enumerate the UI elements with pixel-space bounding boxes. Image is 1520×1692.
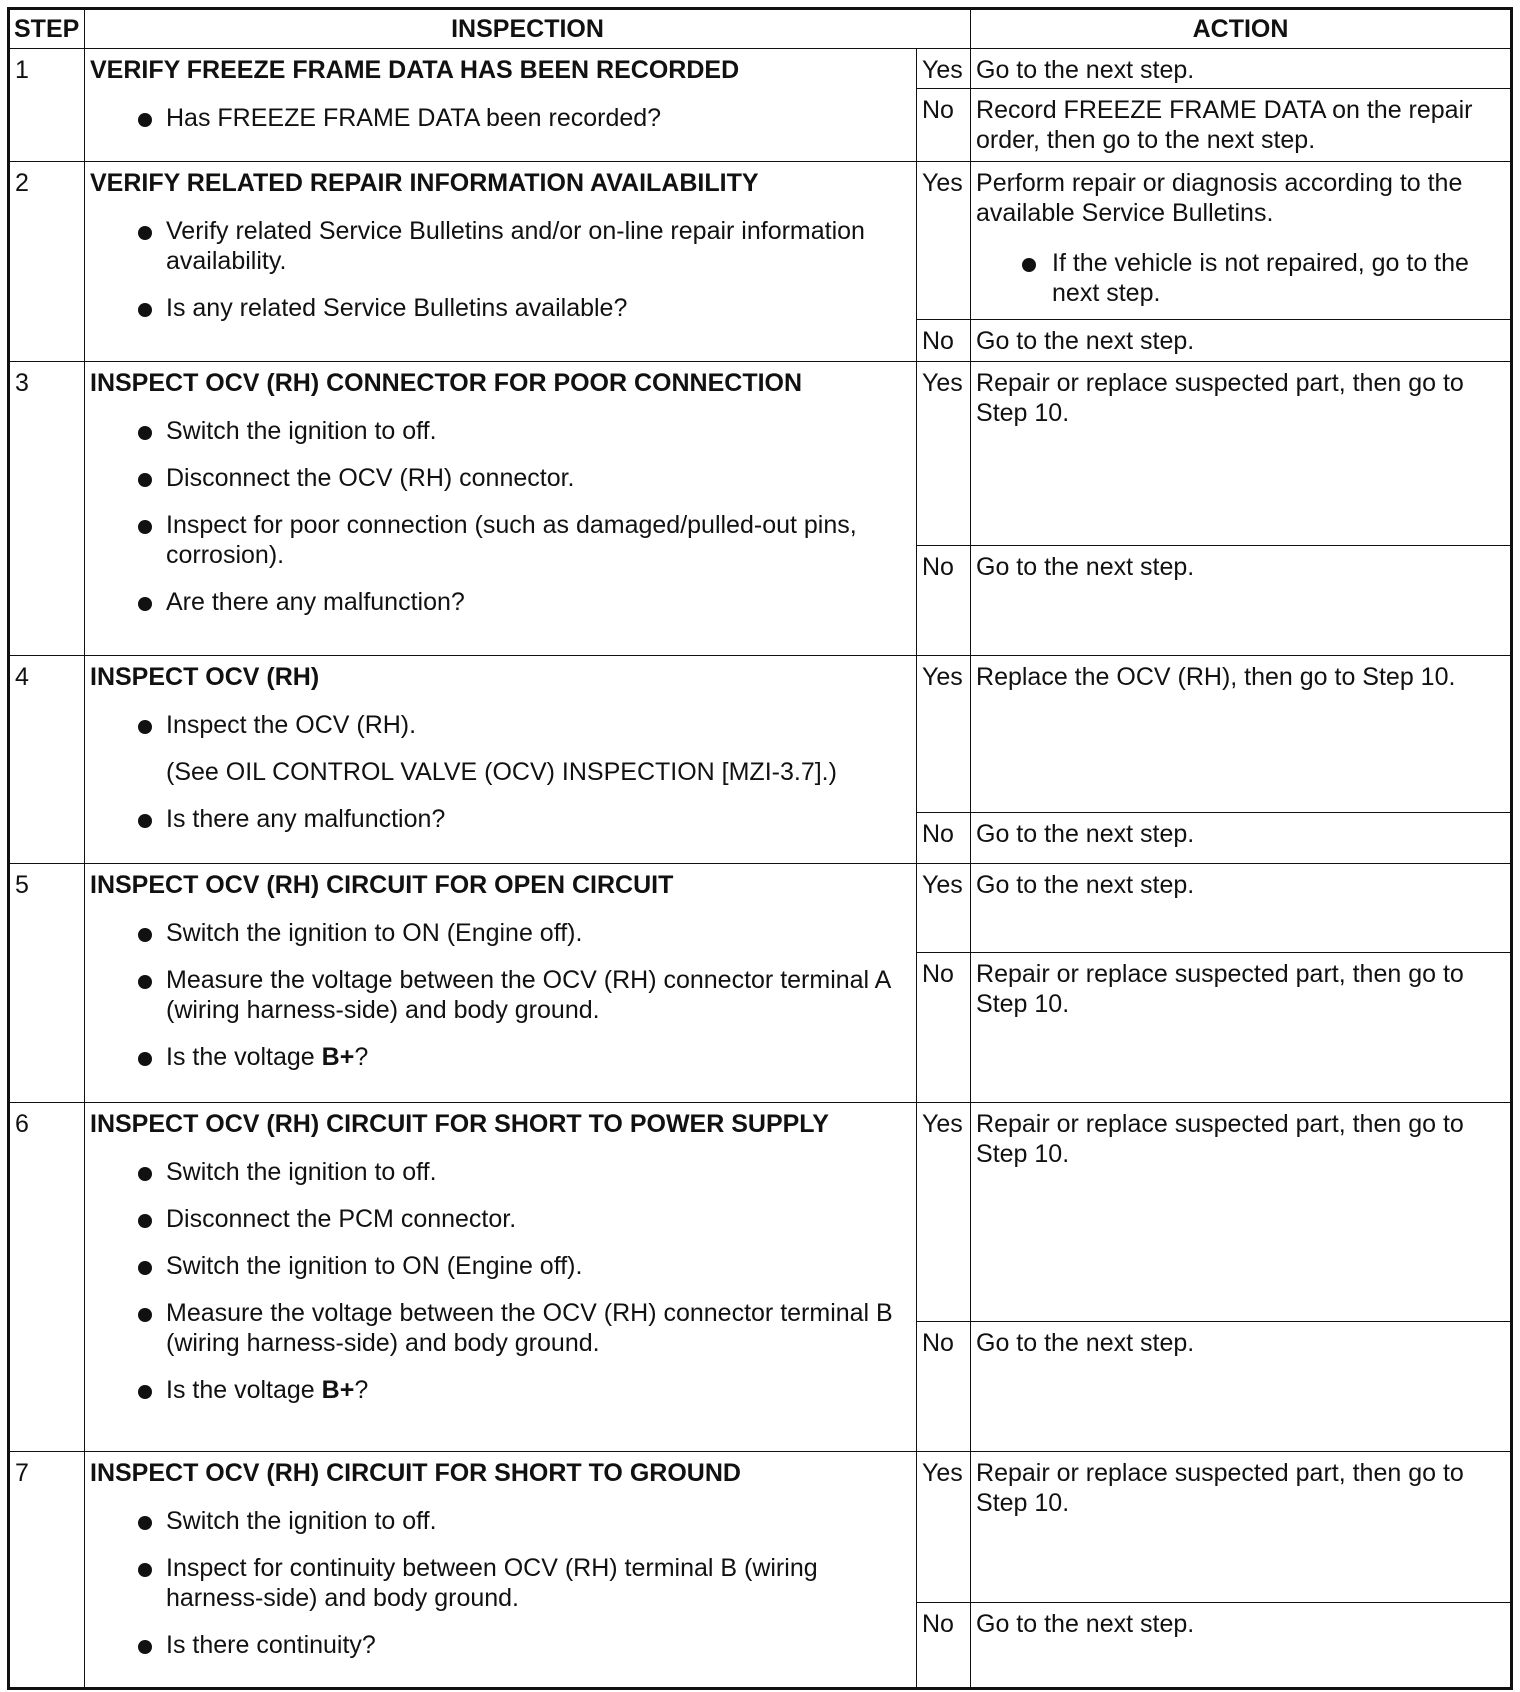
yes-action: Repair or replace suspected part, then go to Step 10. bbox=[971, 1102, 1512, 1321]
list-item: Is any related Service Bulletins available? bbox=[90, 293, 910, 323]
list-item: Inspect for poor connection (such as damaged/pulled-out pins, corrosion). bbox=[90, 510, 910, 570]
yes-action bbox=[971, 162, 1512, 319]
action-text: Perform repair or diagnosis according to the available Service Bulletins. bbox=[976, 169, 1463, 228]
reference-note: (See OIL CONTROL VALVE (OCV) INSPECTION [MZI-3.7].) bbox=[166, 758, 837, 787]
table-row bbox=[9, 864, 1512, 952]
question-mark: ? bbox=[354, 1375, 369, 1404]
no-action: Go to the next step. bbox=[971, 1602, 1512, 1688]
list-item: Switch the ignition to ON (Engine off). bbox=[90, 1251, 910, 1281]
list-item bbox=[90, 1375, 910, 1405]
bullet-list bbox=[90, 710, 910, 740]
inspection-cell bbox=[85, 1102, 917, 1452]
list-item: Switch the ignition to ON (Engine off). bbox=[90, 918, 910, 948]
yes-label: Yes bbox=[917, 1102, 971, 1321]
inspection-cell bbox=[85, 49, 917, 162]
yes-action: Replace the OCV (RH), then go to Step 10. bbox=[971, 656, 1512, 813]
list-item bbox=[90, 1042, 910, 1072]
step-title: INSPECT OCV (RH) bbox=[90, 663, 320, 692]
table-row bbox=[9, 656, 1512, 813]
yes-label: Yes bbox=[917, 162, 971, 319]
bullet-list bbox=[90, 918, 910, 1072]
table-row bbox=[9, 162, 1512, 319]
table-row bbox=[9, 49, 1512, 89]
yes-label: Yes bbox=[917, 49, 971, 89]
list-item: Disconnect the OCV (RH) connector. bbox=[90, 463, 910, 493]
yes-label: Yes bbox=[917, 656, 971, 813]
bullet-list bbox=[90, 103, 910, 133]
list-item: Is there any malfunction? bbox=[90, 804, 910, 834]
no-action: Go to the next step. bbox=[971, 319, 1512, 361]
list-item: Is there continuity? bbox=[90, 1630, 910, 1660]
step-title: INSPECT OCV (RH) CONNECTOR FOR POOR CONNECTION bbox=[90, 368, 803, 397]
inspection-header: INSPECTION bbox=[85, 9, 971, 49]
question-text: Is the voltage bbox=[166, 1375, 322, 1404]
table-row bbox=[9, 1452, 1512, 1602]
step-number: 4 bbox=[9, 656, 85, 864]
inspection-cell bbox=[85, 1452, 917, 1689]
yes-label: Yes bbox=[917, 864, 971, 952]
inspection-cell bbox=[85, 656, 917, 864]
no-action: Go to the next step. bbox=[971, 545, 1512, 655]
yes-action: Repair or replace suspected part, then go to Step 10. bbox=[971, 1452, 1512, 1602]
no-action: Repair or replace suspected part, then go to Step 10. bbox=[971, 952, 1512, 1102]
no-label: No bbox=[917, 1602, 971, 1688]
no-label: No bbox=[917, 952, 971, 1102]
bullet-list bbox=[90, 416, 910, 617]
list-item: Measure the voltage between the OCV (RH) connector terminal B (wiring harness-side) and body ground. bbox=[90, 1298, 910, 1358]
inspection-cell bbox=[85, 864, 917, 1102]
step-number: 3 bbox=[9, 361, 85, 656]
bullet-list bbox=[90, 804, 910, 834]
step-number: 6 bbox=[9, 1102, 85, 1452]
no-label: No bbox=[917, 89, 971, 162]
step-number: 5 bbox=[9, 864, 85, 1102]
no-label: No bbox=[917, 813, 971, 864]
no-action: Go to the next step. bbox=[971, 813, 1512, 864]
no-label: No bbox=[917, 319, 971, 361]
list-item: Has FREEZE FRAME DATA been recorded? bbox=[90, 103, 910, 133]
list-item: Switch the ignition to off. bbox=[90, 1157, 910, 1187]
header-row bbox=[9, 9, 1512, 49]
list-item: Switch the ignition to off. bbox=[90, 416, 910, 446]
list-item: If the vehicle is not repaired, go to the next step. bbox=[976, 248, 1504, 308]
list-item: Inspect for continuity between OCV (RH) terminal B (wiring harness-side) and body ground. bbox=[90, 1553, 910, 1613]
bullet-list bbox=[90, 216, 910, 323]
step-header: STEP bbox=[9, 9, 85, 49]
question-text: Is the voltage bbox=[166, 1043, 322, 1072]
table-row bbox=[9, 361, 1512, 545]
step-title: INSPECT OCV (RH) CIRCUIT FOR SHORT TO POWER SUPPLY bbox=[90, 1109, 829, 1138]
question-mark: ? bbox=[354, 1043, 369, 1072]
no-action: Go to the next step. bbox=[971, 1322, 1512, 1452]
step-number: 7 bbox=[9, 1452, 85, 1689]
yes-action: Repair or replace suspected part, then go to Step 10. bbox=[971, 361, 1512, 545]
step-number: 1 bbox=[9, 49, 85, 162]
list-item: Verify related Service Bulletins and/or on-line repair information availability. bbox=[90, 216, 910, 276]
no-label: No bbox=[917, 1322, 971, 1452]
table-row bbox=[9, 1102, 1512, 1321]
action-header: ACTION bbox=[971, 9, 1512, 49]
step-number: 2 bbox=[9, 162, 85, 361]
yes-label: Yes bbox=[917, 1452, 971, 1602]
step-title: VERIFY RELATED REPAIR INFORMATION AVAILABILITY bbox=[90, 169, 759, 198]
bullet-list bbox=[90, 1506, 910, 1660]
inspection-cell bbox=[85, 361, 917, 656]
yes-action: Go to the next step. bbox=[971, 864, 1512, 952]
list-item: Disconnect the PCM connector. bbox=[90, 1204, 910, 1234]
action-bullet-list bbox=[976, 248, 1504, 308]
list-item: Are there any malfunction? bbox=[90, 587, 910, 617]
yes-action: Go to the next step. bbox=[971, 49, 1512, 89]
list-item: Switch the ignition to off. bbox=[90, 1506, 910, 1536]
step-title: INSPECT OCV (RH) CIRCUIT FOR OPEN CIRCUIT bbox=[90, 871, 674, 900]
inspection-cell bbox=[85, 162, 917, 361]
no-action: Record FREEZE FRAME DATA on the repair order, then go to the next step. bbox=[971, 89, 1512, 162]
yes-label: Yes bbox=[917, 361, 971, 545]
voltage-value: B+ bbox=[321, 1043, 355, 1072]
bullet-list bbox=[90, 1157, 910, 1405]
step-title: INSPECT OCV (RH) CIRCUIT FOR SHORT TO GROUND bbox=[90, 1459, 741, 1488]
no-label: No bbox=[917, 545, 971, 655]
diagnostic-table bbox=[7, 7, 1513, 1690]
list-item: Inspect the OCV (RH). bbox=[90, 710, 910, 740]
step-title: VERIFY FREEZE FRAME DATA HAS BEEN RECORDED bbox=[90, 56, 740, 85]
voltage-value: B+ bbox=[321, 1375, 355, 1404]
list-item: Measure the voltage between the OCV (RH) connector terminal A (wiring harness-side) and body ground. bbox=[90, 965, 910, 1025]
